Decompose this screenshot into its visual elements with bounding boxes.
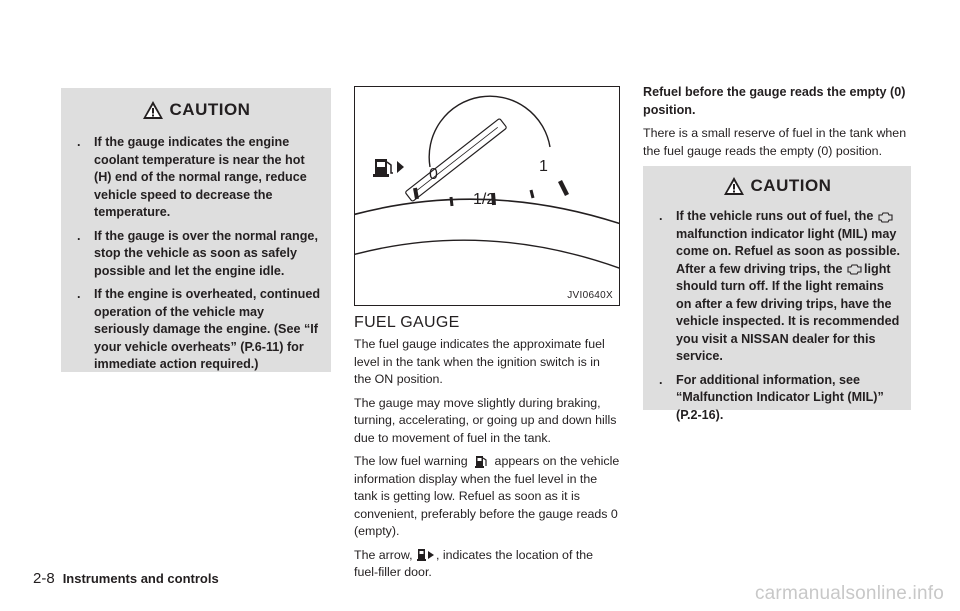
list-item: . For additional information, see “Malfunction Indicator Light (MIL)” (P.2-16). [659, 372, 884, 422]
gauge-label-empty: 0 [429, 166, 438, 183]
page-footer [33, 570, 219, 587]
paragraph: The arrow, , indicates the location of the fuel-filler door. [354, 547, 594, 579]
fuel-gauge-illustration [355, 87, 619, 305]
fuel-gauge-figure [354, 86, 620, 306]
right-caution-heading [643, 176, 911, 196]
fuel-gauge-body [354, 336, 620, 588]
engine-mil-icon [846, 263, 864, 275]
left-caution-list [75, 134, 321, 374]
left-caution-box [61, 88, 331, 372]
fuel-door-arrow-icon [416, 548, 436, 562]
gauge-needle [405, 118, 507, 201]
figure-code: JVI0640X [567, 290, 613, 301]
warning-triangle-icon [142, 100, 164, 120]
refuel-warning: Refuel before the gauge reads the empty (0) position. [643, 85, 906, 117]
list-item: . If the gauge indicates the engine coolant temperature is near the hot (H) end of the normal range, reduce vehicle speed to decrease the temperature. [77, 135, 307, 219]
right-caution-list [657, 208, 901, 424]
watermark: carmanualsonline.info [754, 583, 944, 604]
fuel-door-arrow-icon [397, 161, 404, 173]
section-name: Instruments and controls [62, 571, 219, 586]
page-number: 2-8 [33, 570, 55, 587]
gauge-label-full: 1 [539, 158, 548, 175]
caution-title: CAUTION [169, 100, 251, 119]
right-caution-box [643, 166, 911, 422]
fuel-pump-icon [471, 455, 491, 469]
paragraph: There is a small reserve of fuel in the tank when the fuel gauge reads the empty (0) position. [643, 126, 907, 158]
list-item: . If the vehicle runs out of fuel, the malfunction indicator light (MIL) may come on. Refuel as soon as possible. After a few driving trips, the light should turn off. If the light remains on after a few driving trips, have the vehicle inspected. It is recommended you visit a NISSAN dealer for this service. [659, 209, 900, 363]
right-column-text [643, 84, 911, 166]
warning-triangle-icon [723, 176, 745, 196]
paragraph: The fuel gauge indicates the approximate fuel level in the tank when the ignition switch is in the ON position. [354, 337, 605, 386]
fuel-pump-icon [373, 159, 393, 177]
paragraph: The gauge may move slightly during braking, turning, accelerating, or going up and down hills due to movement of fuel in the tank. [354, 395, 617, 445]
section-title: FUEL GAUGE [354, 314, 460, 331]
paragraph: The low fuel warning appears on the vehicle information display when the fuel level in the tank is getting low. Refuel as soon as it is convenient, preferably before the gauge reads 0 (empty). [354, 454, 620, 538]
left-caution-heading [61, 100, 331, 120]
gauge-label-half: 1/2 [473, 191, 496, 208]
list-item: . If the gauge is over the normal range, stop the vehicle as soon as safely possible and let the engine idle. [77, 228, 318, 278]
list-item: . If the engine is overheated, continued operation of the vehicle may seriously damage the engine. (See “If your vehicle overheats” (P.6-11) for immediate action required.) [77, 287, 321, 371]
engine-mil-icon [877, 211, 895, 223]
caution-title: CAUTION [750, 176, 832, 195]
